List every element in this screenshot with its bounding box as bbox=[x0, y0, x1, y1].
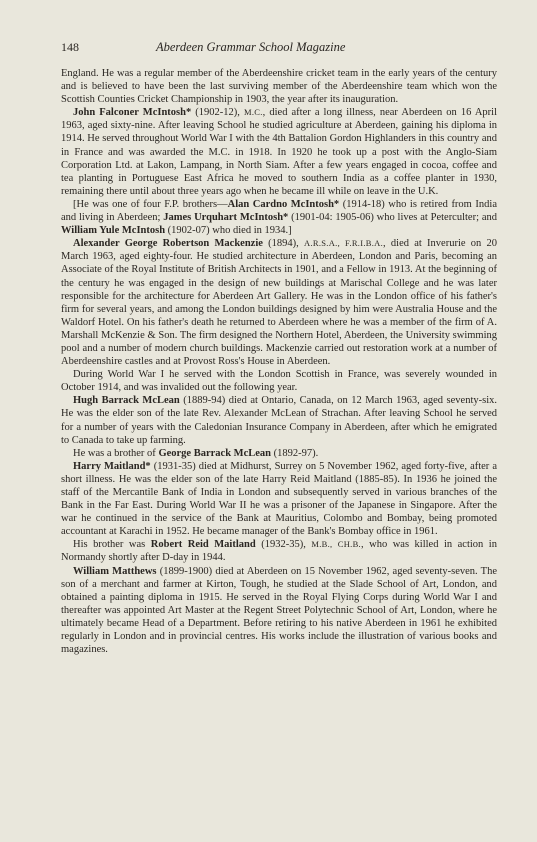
text-run: He was a brother of bbox=[73, 447, 159, 459]
paragraph bbox=[61, 106, 497, 198]
text-run: (1902-07) who died in 1934.] bbox=[165, 225, 292, 237]
text-run: , who was killed in action in Normandy shortly after D-day in 1944. bbox=[61, 539, 497, 564]
page-header bbox=[61, 40, 497, 60]
obituary-text bbox=[61, 67, 497, 656]
paragraph bbox=[61, 460, 497, 539]
paragraph bbox=[61, 67, 497, 106]
paragraph bbox=[61, 538, 497, 564]
text-run: (1899-1900) died at Aberdeen on 15 November 1962, aged seventy-seven. The son of a merchant and farmer at Kirton, Tough, he studied at the Slade School of Art, London, and obtained a painting diploma in 1915. He served in the Royal Flying Corps during World War I and thereafter was appointed Art Master at the Regent Street Polytechnic School of Art, London, where he ultimately became Head of a Department. Before retiring to his native Aberdeen in 1961 he exhibited regularly in London and in provincial centres. His works include the illustration of various books and magazines. bbox=[61, 565, 497, 656]
person-name: James Urquhart McIntosh* bbox=[163, 212, 289, 224]
text-run: , died after a long illness, near Aberdeen on 16 April 1963, aged sixty-nine. After leaving School he studied agriculture at Aberdeen, gaining his diploma in 1914. He served throughout World War I with the 4th Battalion Gordon Highlanders in this country and in France and was awarded the M.C. in 1918. In 1920 he took up a post with the Anglo-Siam Corporation Ltd. at Lakon, Lampang, in North Siam. After a few years engaged in cocoa, coffee and tea planting in Portuguese East Africa he moved to southern India as a coffee planter in 1930, remaining there until about three years ago when he became ill while on leave in the U.K. bbox=[61, 107, 498, 197]
qualifications: M.B., CH.B. bbox=[311, 539, 361, 550]
paragraph bbox=[61, 198, 497, 237]
paragraph bbox=[61, 565, 497, 657]
text-run: (1889-94) died at Ontario, Canada, on 12 March 1963, aged seventy-six. He was the elder son of the late Rev. Alexander McLean of Strachan. After leaving School he served for a number of years with the Caledonian Insurance Company in Aberdeen, after which he emigrated to Canada to take up farming. bbox=[61, 395, 497, 446]
person-name: William Yule McIntosh bbox=[61, 225, 166, 237]
person-name: Robert Reid Maitland bbox=[150, 539, 256, 551]
person-name: Hugh Barrack McLean bbox=[73, 395, 180, 407]
qualifications: A.R.S.A., F.R.I.B.A. bbox=[304, 238, 384, 249]
running-title: Aberdeen Grammar School Magazine bbox=[156, 40, 346, 54]
text-run: [He was one of four F.P. brothers— bbox=[73, 198, 228, 210]
text-run: , died at Inverurie on 20 March 1963, aged eighty-four. He studied architecture in Aberdeen, London and Paris, becoming an Associate of the Royal Institute of British Architects in 1901, and a Fellow in 1913. At the beginning of the century he was engaged in the design of new buildings at Marischal College and he was later responsible for the architecture for Aberdeen Art Gallery. He was in the London office of his father's firm for several years, and among the London buildings designed by him were Australia House and the Waldorf Hotel. On his father's death he returned to Aberdeen where he was a member of the firm of A. Marshall McKenzie & Son. The firm designed the Northern Hotel, Aberdeen, the University swimming pool and a number of modern church buildings. Mackenzie carried out restoration work at a number of Aberdeenshire castles and at Provost Ross's House in Aberdeen. bbox=[61, 238, 498, 368]
person-name: William Matthews bbox=[73, 565, 157, 577]
text-run: England. He was a regular member of the Aberdeenshire cricket team in the early years of the century and is believed to have been the last surviving member of the Aberdeenshire team which won the Scottish Counties Cricket Championship in 1903, the year after its inauguration. bbox=[61, 68, 497, 106]
person-name: Alexander George Robertson Mackenzie bbox=[73, 238, 263, 250]
qualifications: M.C. bbox=[243, 107, 263, 118]
paragraph bbox=[61, 394, 497, 446]
person-name: George Barrack McLean bbox=[158, 447, 271, 459]
paragraph bbox=[61, 368, 497, 394]
text-run: (1902-12), bbox=[191, 107, 244, 119]
person-name: Alan Cardno McIntosh* bbox=[227, 198, 340, 210]
text-run: (1901-04: 1905-06) who lives at Peterculter; and bbox=[288, 212, 497, 224]
page-number: 148 bbox=[61, 40, 79, 54]
text-run: (1894), bbox=[262, 238, 305, 250]
text-run: During World War I he served with the London Scottish in France, was severely wounded in October 1914, and was invalided out the following year. bbox=[61, 369, 497, 394]
text-run: (1932-35), bbox=[255, 539, 312, 551]
text-run: His brother was bbox=[73, 539, 151, 551]
person-name: Harry Maitland* bbox=[73, 460, 151, 472]
paragraph bbox=[61, 237, 497, 368]
text-run: (1914-18) who is retired from India and living in Aberdeen; bbox=[61, 198, 497, 224]
person-name: John Falconer McIntosh* bbox=[73, 107, 192, 119]
text-run: (1892-97). bbox=[270, 447, 319, 459]
text-run: (1931-35) died at Midhurst, Surrey on 5 November 1962, aged forty-five, after a short illness. He was the elder son of the late Harry Reid Maitland (1885-85). In 1936 he joined the staff of the Mercantile Bank of India in London and subsequently served in various branches of the Bank in the Far East. During World War II he was a prisoner of the Japanese in Singapore. After the war he continued in the service of the Bank at Mauritius, Colombo and Bombay, being promoted accountant at Karachi in 1952. He became manager of the Bank's Bombay office in 1961. bbox=[61, 460, 497, 538]
paragraph bbox=[61, 447, 497, 460]
